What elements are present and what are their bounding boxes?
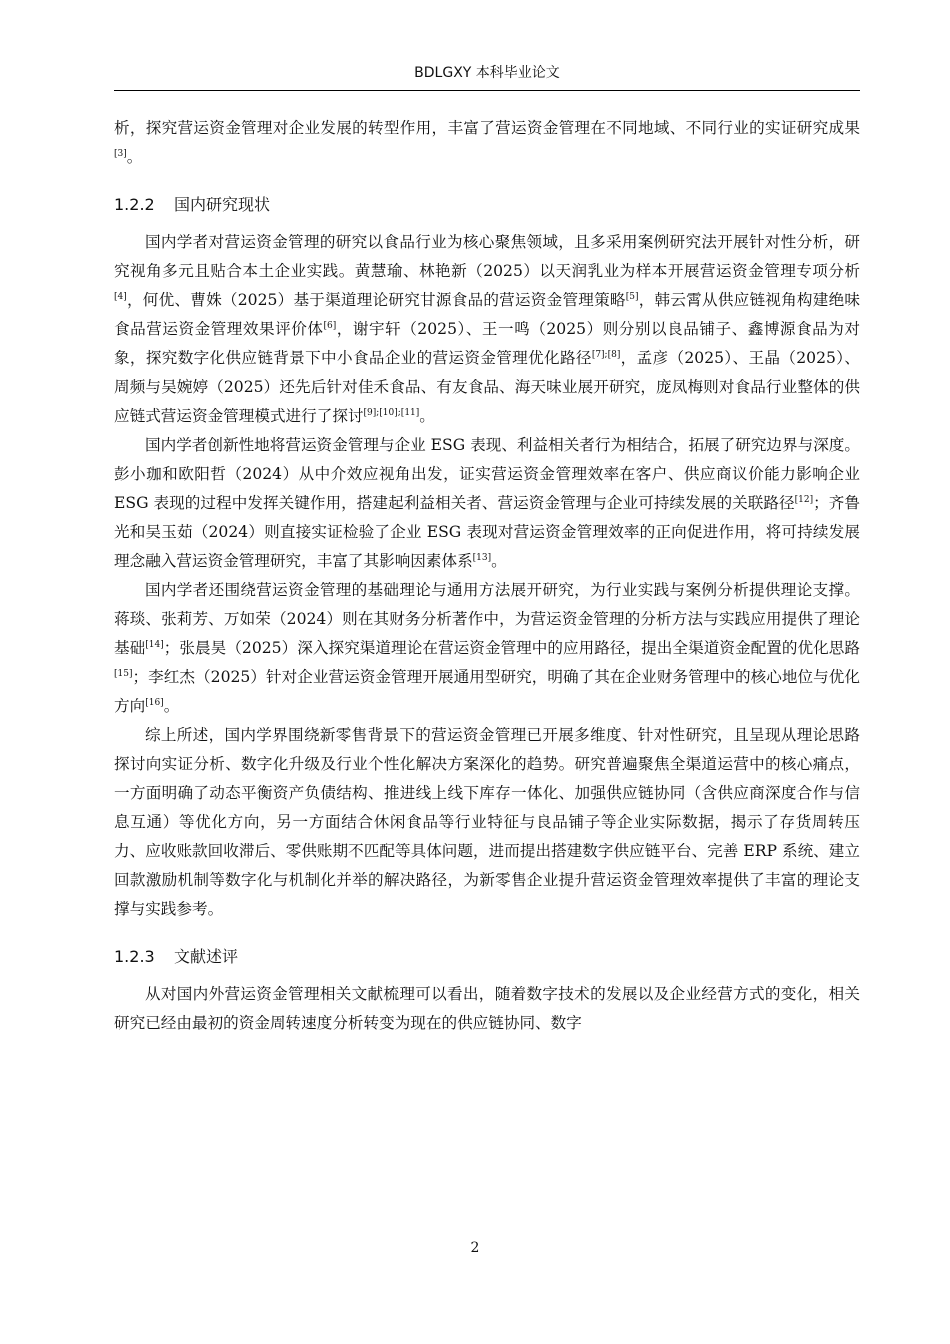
running-header: BDLGXY 本科毕业论文: [414, 65, 560, 81]
page-number: 2: [470, 1240, 480, 1256]
section-number: 1.2.2: [114, 195, 155, 214]
section-heading-1-2-2: [114, 190, 860, 220]
paragraph-review: 从对国内外营运资金管理相关文献梳理可以看出，随着数字技术的发展以及企业经营方式的变化，相关研究已经由最初的资金周转速度分析转变为现在的供应链协同、数字: [114, 985, 860, 1032]
citation: [3]: [114, 148, 127, 159]
citation: [6]: [323, 320, 337, 331]
citation: [5]: [625, 291, 639, 302]
page-body: [114, 114, 860, 1038]
continuation-paragraph: 析，探究营运资金管理对企业发展的转型作用，丰富了营运资金管理在不同地域、不同行业的实证研究成果[3]。: [114, 119, 860, 166]
citation: [7];[8]: [591, 349, 621, 360]
paragraph-theory: 国内学者还围绕营运资金管理的基础理论与通用方法展开研究，为行业实践与案例分析提供理论支撑。蒋琰、张莉芳、万如荣（2024）则在其财务分析著作中，为营运资金管理的分析方法与实践应用提供了理论基础[14]；张晨昊（2025）深入探究渠道理论在营运资金管理中的应用路径，提出全渠道资金配置的优化思路[15]；李红杰（2025）针对企业营运资金管理开展通用型研究，明确了其在企业财务管理中的核心地位与优化方向[16]。: [114, 581, 860, 715]
paragraph-summary: 综上所述，国内学界围绕新零售背景下的营运资金管理已开展多维度、针对性研究，且呈现从理论思路探讨向实证分析、数字化升级及行业个性化解决方案深化的趋势。研究普遍聚焦全渠道运营中的核心痛点，一方面明确了动态平衡资产负债结构、推进线上线下库存一体化、加强供应链协同（含供应商深度合作与信息互通）等优化方向，另一方面结合休闲食品等行业特征与良品铺子等企业实际数据，揭示了存货周转压力、应收账款回收滞后、零供账期不匹配等具体问题，进而提出搭建数字供应链平台、完善 ERP 系统、建立回款激励机制等数字化与机制化并举的解决路径，为新零售企业提升营运资金管理效率提供了丰富的理论支撑与实践参考。: [114, 726, 860, 918]
section-title: 文献述评: [174, 947, 239, 966]
citation: [13]: [472, 552, 492, 563]
section-title: 国内研究现状: [174, 195, 271, 214]
citation: [12]: [794, 494, 814, 505]
section-heading-1-2-3: [114, 942, 860, 972]
citation: [4]: [114, 291, 127, 302]
header-rule: [114, 90, 860, 91]
section-number: 1.2.3: [114, 947, 155, 966]
citation: [9];[10];[11]: [363, 407, 420, 418]
citation: [14]: [145, 639, 164, 650]
citation: [15]: [114, 668, 133, 679]
paragraph-food-industry: 国内学者对营运资金管理的研究以食品行业为核心聚焦领域，且多采用案例研究法开展针对性分析，研究视角多元且贴合本土企业实践。黄慧瑜、林艳新（2025）以天润乳业为样本开展营运资金管理专项分析[4]，何优、曹姝（2025）基于渠道理论研究甘源食品的营运资金管理策略[5]，韩云霄从供应链视角构建绝味食品营运资金管理效果评价体[6]，谢宇轩（2025）、王一鸣（2025）则分别以良品铺子、鑫博源食品为对象，探究数字化供应链背景下中小食品企业的营运资金管理优化路径[7];[8]，孟彦（2025）、王晶（2025）、周频与吴婉婷（2025）还先后针对佳禾食品、有友食品、海天味业展开研究，庞凤梅则对食品行业整体的供应链式营运资金管理模式进行了探讨[9];[10];[11]。: [114, 233, 860, 425]
citation: [16]: [145, 697, 164, 708]
paragraph-esg: 国内学者创新性地将营运资金管理与企业 ESG 表现、利益相关者行为相结合，拓展了研究边界与深度。彭小珈和欧阳哲（2024）从中介效应视角出发，证实营运资金管理效率在客户、供应商议价能力影响企业 ESG 表现的过程中发挥关键作用，搭建起利益相关者、营运资金管理与企业可持续发展的关联路径[12]；齐鲁光和吴玉茹（2024）则直接实证检验了企业 ESG 表现对营运资金管理效率的正向促进作用，将可持续发展理念融入营运资金管理研究，丰富了其影响因素体系[13]。: [114, 436, 860, 570]
